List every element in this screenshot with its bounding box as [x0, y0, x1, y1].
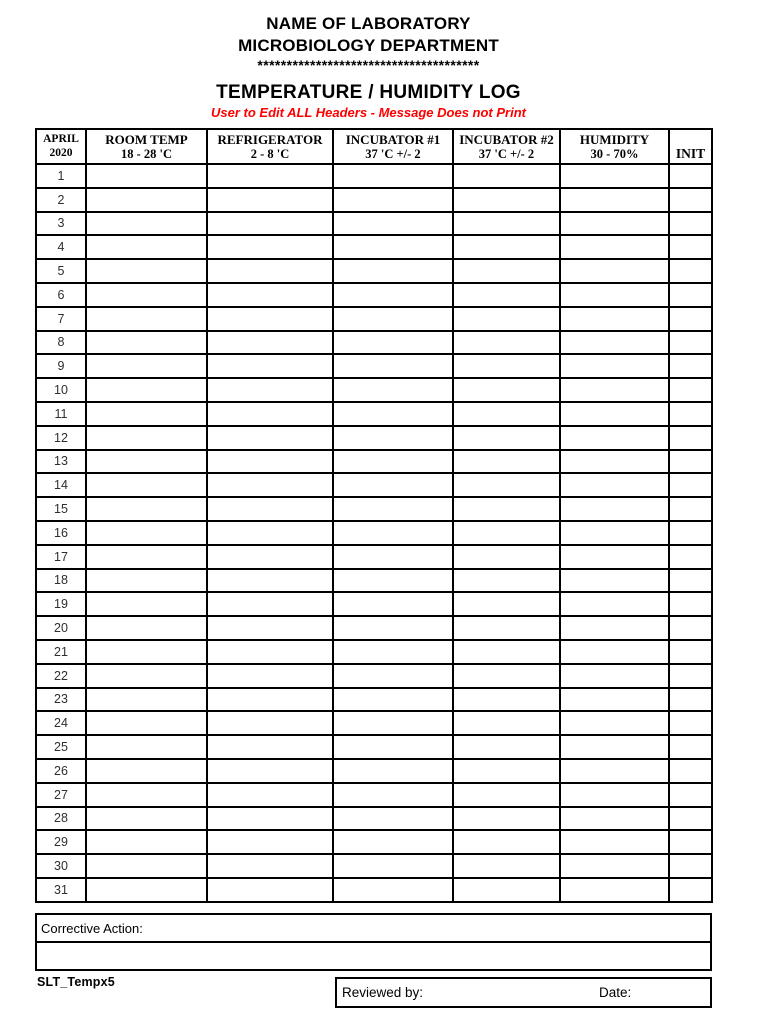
log-entry-cell[interactable]: [208, 355, 332, 377]
day-number-cell: 20: [37, 617, 85, 639]
log-entry-cell[interactable]: [208, 284, 332, 306]
log-entry-cell[interactable]: [87, 522, 206, 544]
day-number-cell: 24: [37, 712, 85, 734]
log-entry-cell[interactable]: [334, 831, 452, 853]
log-entry-cell[interactable]: [334, 784, 452, 806]
log-entry-cell[interactable]: [454, 736, 559, 758]
init-entry-cell[interactable]: [670, 213, 711, 235]
init-label: INIT: [675, 146, 706, 161]
day-number-cell: 25: [37, 736, 85, 758]
corrective-action-box: [35, 913, 712, 971]
day-number-cell: 15: [37, 498, 85, 520]
log-entry-cell[interactable]: [334, 546, 452, 568]
log-entry-cell[interactable]: [561, 808, 668, 830]
log-entry-cell[interactable]: [87, 736, 206, 758]
day-number-cell: 10: [37, 379, 85, 401]
column-header-init: [670, 130, 711, 163]
init-entry-cell[interactable]: [670, 284, 711, 306]
log-entry-cell[interactable]: [561, 570, 668, 592]
day-number-cell: 16: [37, 522, 85, 544]
log-entry-cell[interactable]: [454, 546, 559, 568]
log-entry-cell[interactable]: [87, 236, 206, 258]
column-label: INCUBATOR #1: [345, 131, 441, 147]
lab-name-title: NAME OF LABORATORY: [266, 14, 471, 33]
day-number-cell: 12: [37, 427, 85, 449]
review-box: [335, 977, 712, 1008]
init-entry-cell[interactable]: [670, 355, 711, 377]
init-entry-cell[interactable]: [670, 760, 711, 782]
log-entry-cell[interactable]: [454, 213, 559, 235]
day-number-cell: 13: [37, 451, 85, 473]
corrective-action-entry-area[interactable]: [37, 943, 710, 969]
log-entry-cell[interactable]: [561, 213, 668, 235]
log-entry-cell[interactable]: [454, 641, 559, 663]
log-entry-cell[interactable]: [561, 760, 668, 782]
reviewed-by-entry-area[interactable]: [427, 979, 592, 1006]
log-entry-cell[interactable]: [208, 665, 332, 687]
log-entry-cell[interactable]: [87, 808, 206, 830]
log-entry-cell[interactable]: [561, 284, 668, 306]
init-entry-cell[interactable]: [670, 498, 711, 520]
log-entry-cell[interactable]: [561, 427, 668, 449]
day-number-cell: 11: [37, 403, 85, 425]
log-entry-cell[interactable]: [454, 522, 559, 544]
log-entry-cell[interactable]: [208, 522, 332, 544]
day-number-cell: 31: [37, 879, 85, 901]
log-entry-cell[interactable]: [561, 712, 668, 734]
month-label: APRIL: [43, 133, 79, 145]
log-table: [35, 128, 713, 903]
day-number-cell: 19: [37, 593, 85, 615]
log-entry-cell[interactable]: [87, 689, 206, 711]
log-entry-cell[interactable]: [208, 213, 332, 235]
log-entry-cell[interactable]: [87, 403, 206, 425]
log-entry-cell[interactable]: [87, 451, 206, 473]
log-entry-cell[interactable]: [208, 427, 332, 449]
column-range: 18 - 28 'C: [120, 146, 173, 161]
log-entry-cell[interactable]: [208, 308, 332, 330]
asterisk-separator: **************************************: [257, 57, 480, 73]
log-entry-cell[interactable]: [561, 474, 668, 496]
corrective-action-label-row[interactable]: [37, 915, 710, 943]
log-entry-cell[interactable]: [334, 570, 452, 592]
log-entry-cell[interactable]: [208, 689, 332, 711]
day-number-cell: 27: [37, 784, 85, 806]
init-entry-cell[interactable]: [670, 403, 711, 425]
day-number-cell: 3: [37, 213, 85, 235]
log-entry-cell[interactable]: [334, 427, 452, 449]
log-entry-cell[interactable]: [87, 712, 206, 734]
init-entry-cell[interactable]: [670, 451, 711, 473]
column-range: 37 'C +/- 2: [365, 146, 421, 161]
log-entry-cell[interactable]: [208, 593, 332, 615]
log-entry-cell[interactable]: [561, 236, 668, 258]
log-entry-cell[interactable]: [334, 260, 452, 282]
log-entry-cell[interactable]: [334, 617, 452, 639]
log-entry-cell[interactable]: [454, 236, 559, 258]
log-entry-cell[interactable]: [334, 213, 452, 235]
log-entry-cell[interactable]: [454, 308, 559, 330]
log-entry-cell[interactable]: [561, 855, 668, 877]
log-entry-cell[interactable]: [561, 736, 668, 758]
log-entry-cell[interactable]: [208, 546, 332, 568]
log-entry-cell[interactable]: [87, 855, 206, 877]
init-entry-cell[interactable]: [670, 260, 711, 282]
log-entry-cell[interactable]: [87, 498, 206, 520]
log-entry-cell[interactable]: [454, 855, 559, 877]
log-entry-cell[interactable]: [561, 546, 668, 568]
day-number-cell: 22: [37, 665, 85, 687]
init-entry-cell[interactable]: [670, 808, 711, 830]
log-entry-cell[interactable]: [561, 332, 668, 354]
day-number-cell: 28: [37, 808, 85, 830]
log-entry-cell[interactable]: [561, 189, 668, 211]
title-block: [30, 13, 707, 120]
column-label: INCUBATOR #2: [459, 131, 554, 147]
department-title: MICROBIOLOGY DEPARTMENT: [238, 36, 499, 55]
log-entry-cell[interactable]: [334, 189, 452, 211]
log-entry-cell[interactable]: [334, 165, 452, 187]
log-entry-cell[interactable]: [454, 570, 559, 592]
column-header-refrigerator: [208, 130, 332, 163]
log-entry-cell[interactable]: [87, 784, 206, 806]
log-entry-cell[interactable]: [208, 879, 332, 901]
log-entry-cell[interactable]: [454, 403, 559, 425]
init-entry-cell[interactable]: [670, 831, 711, 853]
column-header-room-temp: [87, 130, 206, 163]
init-entry-cell[interactable]: [670, 427, 711, 449]
log-entry-cell[interactable]: [454, 760, 559, 782]
init-entry-cell[interactable]: [670, 236, 711, 258]
log-entry-cell[interactable]: [561, 355, 668, 377]
log-entry-cell[interactable]: [334, 522, 452, 544]
log-entry-cell[interactable]: [208, 451, 332, 473]
log-entry-cell[interactable]: [208, 831, 332, 853]
log-entry-cell[interactable]: [334, 712, 452, 734]
log-entry-cell[interactable]: [561, 593, 668, 615]
log-entry-cell[interactable]: [334, 379, 452, 401]
init-entry-cell[interactable]: [670, 593, 711, 615]
log-entry-cell[interactable]: [87, 308, 206, 330]
log-entry-cell[interactable]: [561, 522, 668, 544]
log-entry-cell[interactable]: [334, 665, 452, 687]
log-entry-cell[interactable]: [334, 474, 452, 496]
day-number-cell: 2: [37, 189, 85, 211]
log-entry-cell[interactable]: [87, 665, 206, 687]
column-label: ROOM TEMP: [105, 131, 188, 147]
log-entry-cell[interactable]: [87, 831, 206, 853]
log-entry-cell[interactable]: [454, 831, 559, 853]
log-entry-cell[interactable]: [561, 879, 668, 901]
corrective-action-label: Corrective Action:: [41, 920, 143, 936]
log-entry-cell[interactable]: [454, 355, 559, 377]
init-entry-cell[interactable]: [670, 474, 711, 496]
log-entry-cell[interactable]: [208, 808, 332, 830]
log-entry-cell[interactable]: [561, 617, 668, 639]
log-entry-cell[interactable]: [208, 784, 332, 806]
log-entry-cell[interactable]: [87, 570, 206, 592]
day-number-cell: 8: [37, 332, 85, 354]
log-entry-cell[interactable]: [334, 855, 452, 877]
log-entry-cell[interactable]: [87, 593, 206, 615]
log-entry-cell[interactable]: [87, 355, 206, 377]
log-entry-cell[interactable]: [87, 189, 206, 211]
log-entry-cell[interactable]: [208, 736, 332, 758]
day-number-cell: 21: [37, 641, 85, 663]
month-header-cell: [37, 130, 85, 163]
init-entry-cell[interactable]: [670, 665, 711, 687]
init-entry-cell[interactable]: [670, 879, 711, 901]
log-entry-cell[interactable]: [454, 260, 559, 282]
edit-note: User to Edit ALL Headers - Message Does not Print: [211, 105, 526, 120]
column-header-humidity: [561, 130, 668, 163]
log-entry-cell[interactable]: [334, 236, 452, 258]
log-entry-cell[interactable]: [334, 284, 452, 306]
log-entry-cell[interactable]: [561, 665, 668, 687]
column-range: 37 'C +/- 2: [478, 146, 535, 161]
day-number-cell: 9: [37, 355, 85, 377]
year-label: 2020: [49, 146, 73, 159]
day-number-cell: 30: [37, 855, 85, 877]
column-header-incubator-2: [454, 130, 559, 163]
log-entry-cell[interactable]: [334, 332, 452, 354]
init-entry-cell[interactable]: [670, 712, 711, 734]
log-entry-cell[interactable]: [87, 879, 206, 901]
log-entry-cell[interactable]: [87, 165, 206, 187]
log-entry-cell[interactable]: [561, 403, 668, 425]
log-entry-cell[interactable]: [87, 760, 206, 782]
day-number-cell: 26: [37, 760, 85, 782]
log-entry-cell[interactable]: [87, 427, 206, 449]
log-entry-cell[interactable]: [87, 213, 206, 235]
log-entry-cell[interactable]: [334, 879, 452, 901]
day-number-cell: 5: [37, 260, 85, 282]
log-entry-cell[interactable]: [334, 593, 452, 615]
init-entry-cell[interactable]: [670, 617, 711, 639]
log-entry-cell[interactable]: [208, 403, 332, 425]
log-title: TEMPERATURE / HUMIDITY LOG: [216, 82, 521, 103]
log-entry-cell[interactable]: [87, 332, 206, 354]
column-header-incubator-1: [334, 130, 452, 163]
log-entry-cell[interactable]: [454, 879, 559, 901]
init-entry-cell[interactable]: [670, 736, 711, 758]
log-entry-cell[interactable]: [208, 498, 332, 520]
column-range: 30 - 70%: [590, 146, 639, 161]
init-entry-cell[interactable]: [670, 165, 711, 187]
init-entry-cell[interactable]: [670, 308, 711, 330]
log-entry-cell[interactable]: [208, 641, 332, 663]
log-entry-cell[interactable]: [561, 379, 668, 401]
log-entry-cell[interactable]: [561, 308, 668, 330]
log-entry-cell[interactable]: [87, 641, 206, 663]
log-entry-cell[interactable]: [454, 665, 559, 687]
log-entry-cell[interactable]: [334, 308, 452, 330]
log-entry-cell[interactable]: [208, 617, 332, 639]
log-entry-cell[interactable]: [208, 260, 332, 282]
init-entry-cell[interactable]: [670, 641, 711, 663]
date-entry-area[interactable]: [637, 979, 709, 1006]
log-entry-cell[interactable]: [561, 689, 668, 711]
log-entry-cell[interactable]: [454, 593, 559, 615]
log-entry-cell[interactable]: [454, 498, 559, 520]
log-entry-cell[interactable]: [208, 712, 332, 734]
log-entry-cell[interactable]: [87, 617, 206, 639]
init-entry-cell[interactable]: [670, 379, 711, 401]
log-entry-cell[interactable]: [334, 808, 452, 830]
day-number-cell: 17: [37, 546, 85, 568]
log-entry-cell[interactable]: [454, 689, 559, 711]
log-entry-cell[interactable]: [208, 570, 332, 592]
log-entry-cell[interactable]: [334, 403, 452, 425]
log-entry-cell[interactable]: [208, 379, 332, 401]
init-entry-cell[interactable]: [670, 784, 711, 806]
init-entry-cell[interactable]: [670, 522, 711, 544]
init-entry-cell[interactable]: [670, 689, 711, 711]
log-entry-cell[interactable]: [208, 332, 332, 354]
log-entry-cell[interactable]: [561, 451, 668, 473]
day-number-cell: 23: [37, 689, 85, 711]
log-entry-cell[interactable]: [334, 641, 452, 663]
column-range: 2 - 8 'C: [250, 146, 290, 161]
day-number-cell: 7: [37, 308, 85, 330]
log-entry-cell[interactable]: [454, 379, 559, 401]
log-entry-cell[interactable]: [561, 260, 668, 282]
log-entry-cell[interactable]: [87, 284, 206, 306]
log-entry-cell[interactable]: [454, 189, 559, 211]
day-number-cell: 29: [37, 831, 85, 853]
init-entry-cell[interactable]: [670, 332, 711, 354]
log-entry-cell[interactable]: [561, 831, 668, 853]
log-entry-cell[interactable]: [208, 474, 332, 496]
date-label: Date:: [599, 985, 632, 1000]
form-code: SLT_Tempx5: [37, 975, 115, 989]
log-entry-cell[interactable]: [87, 260, 206, 282]
log-entry-cell[interactable]: [208, 760, 332, 782]
log-entry-cell[interactable]: [334, 451, 452, 473]
log-entry-cell[interactable]: [454, 427, 559, 449]
log-entry-cell[interactable]: [454, 808, 559, 830]
log-entry-cell[interactable]: [454, 165, 559, 187]
init-entry-cell[interactable]: [670, 189, 711, 211]
log-entry-cell[interactable]: [454, 451, 559, 473]
day-number-cell: 6: [37, 284, 85, 306]
reviewed-by-label: Reviewed by:: [342, 985, 424, 1000]
log-entry-cell[interactable]: [454, 617, 559, 639]
log-entry-cell[interactable]: [208, 236, 332, 258]
log-entry-cell[interactable]: [561, 165, 668, 187]
log-entry-cell[interactable]: [208, 165, 332, 187]
log-entry-cell[interactable]: [87, 474, 206, 496]
log-entry-cell[interactable]: [334, 760, 452, 782]
log-entry-cell[interactable]: [87, 546, 206, 568]
init-entry-cell[interactable]: [670, 855, 711, 877]
log-entry-cell[interactable]: [334, 355, 452, 377]
column-label: HUMIDITY: [579, 131, 650, 147]
log-entry-cell[interactable]: [454, 332, 559, 354]
column-label: REFRIGERATOR: [217, 131, 323, 147]
log-entry-cell[interactable]: [208, 855, 332, 877]
init-entry-cell[interactable]: [670, 570, 711, 592]
log-entry-cell[interactable]: [561, 498, 668, 520]
log-entry-cell[interactable]: [87, 379, 206, 401]
log-entry-cell[interactable]: [454, 784, 559, 806]
log-entry-cell[interactable]: [334, 689, 452, 711]
log-entry-cell[interactable]: [454, 284, 559, 306]
log-entry-cell[interactable]: [208, 189, 332, 211]
day-number-cell: 14: [37, 474, 85, 496]
log-entry-cell[interactable]: [334, 736, 452, 758]
init-entry-cell[interactable]: [670, 546, 711, 568]
day-number-cell: 18: [37, 570, 85, 592]
log-entry-cell[interactable]: [561, 641, 668, 663]
day-number-cell: 4: [37, 236, 85, 258]
log-entry-cell[interactable]: [454, 712, 559, 734]
day-number-cell: 1: [37, 165, 85, 187]
log-entry-cell[interactable]: [561, 784, 668, 806]
log-entry-cell[interactable]: [334, 498, 452, 520]
log-entry-cell[interactable]: [454, 474, 559, 496]
